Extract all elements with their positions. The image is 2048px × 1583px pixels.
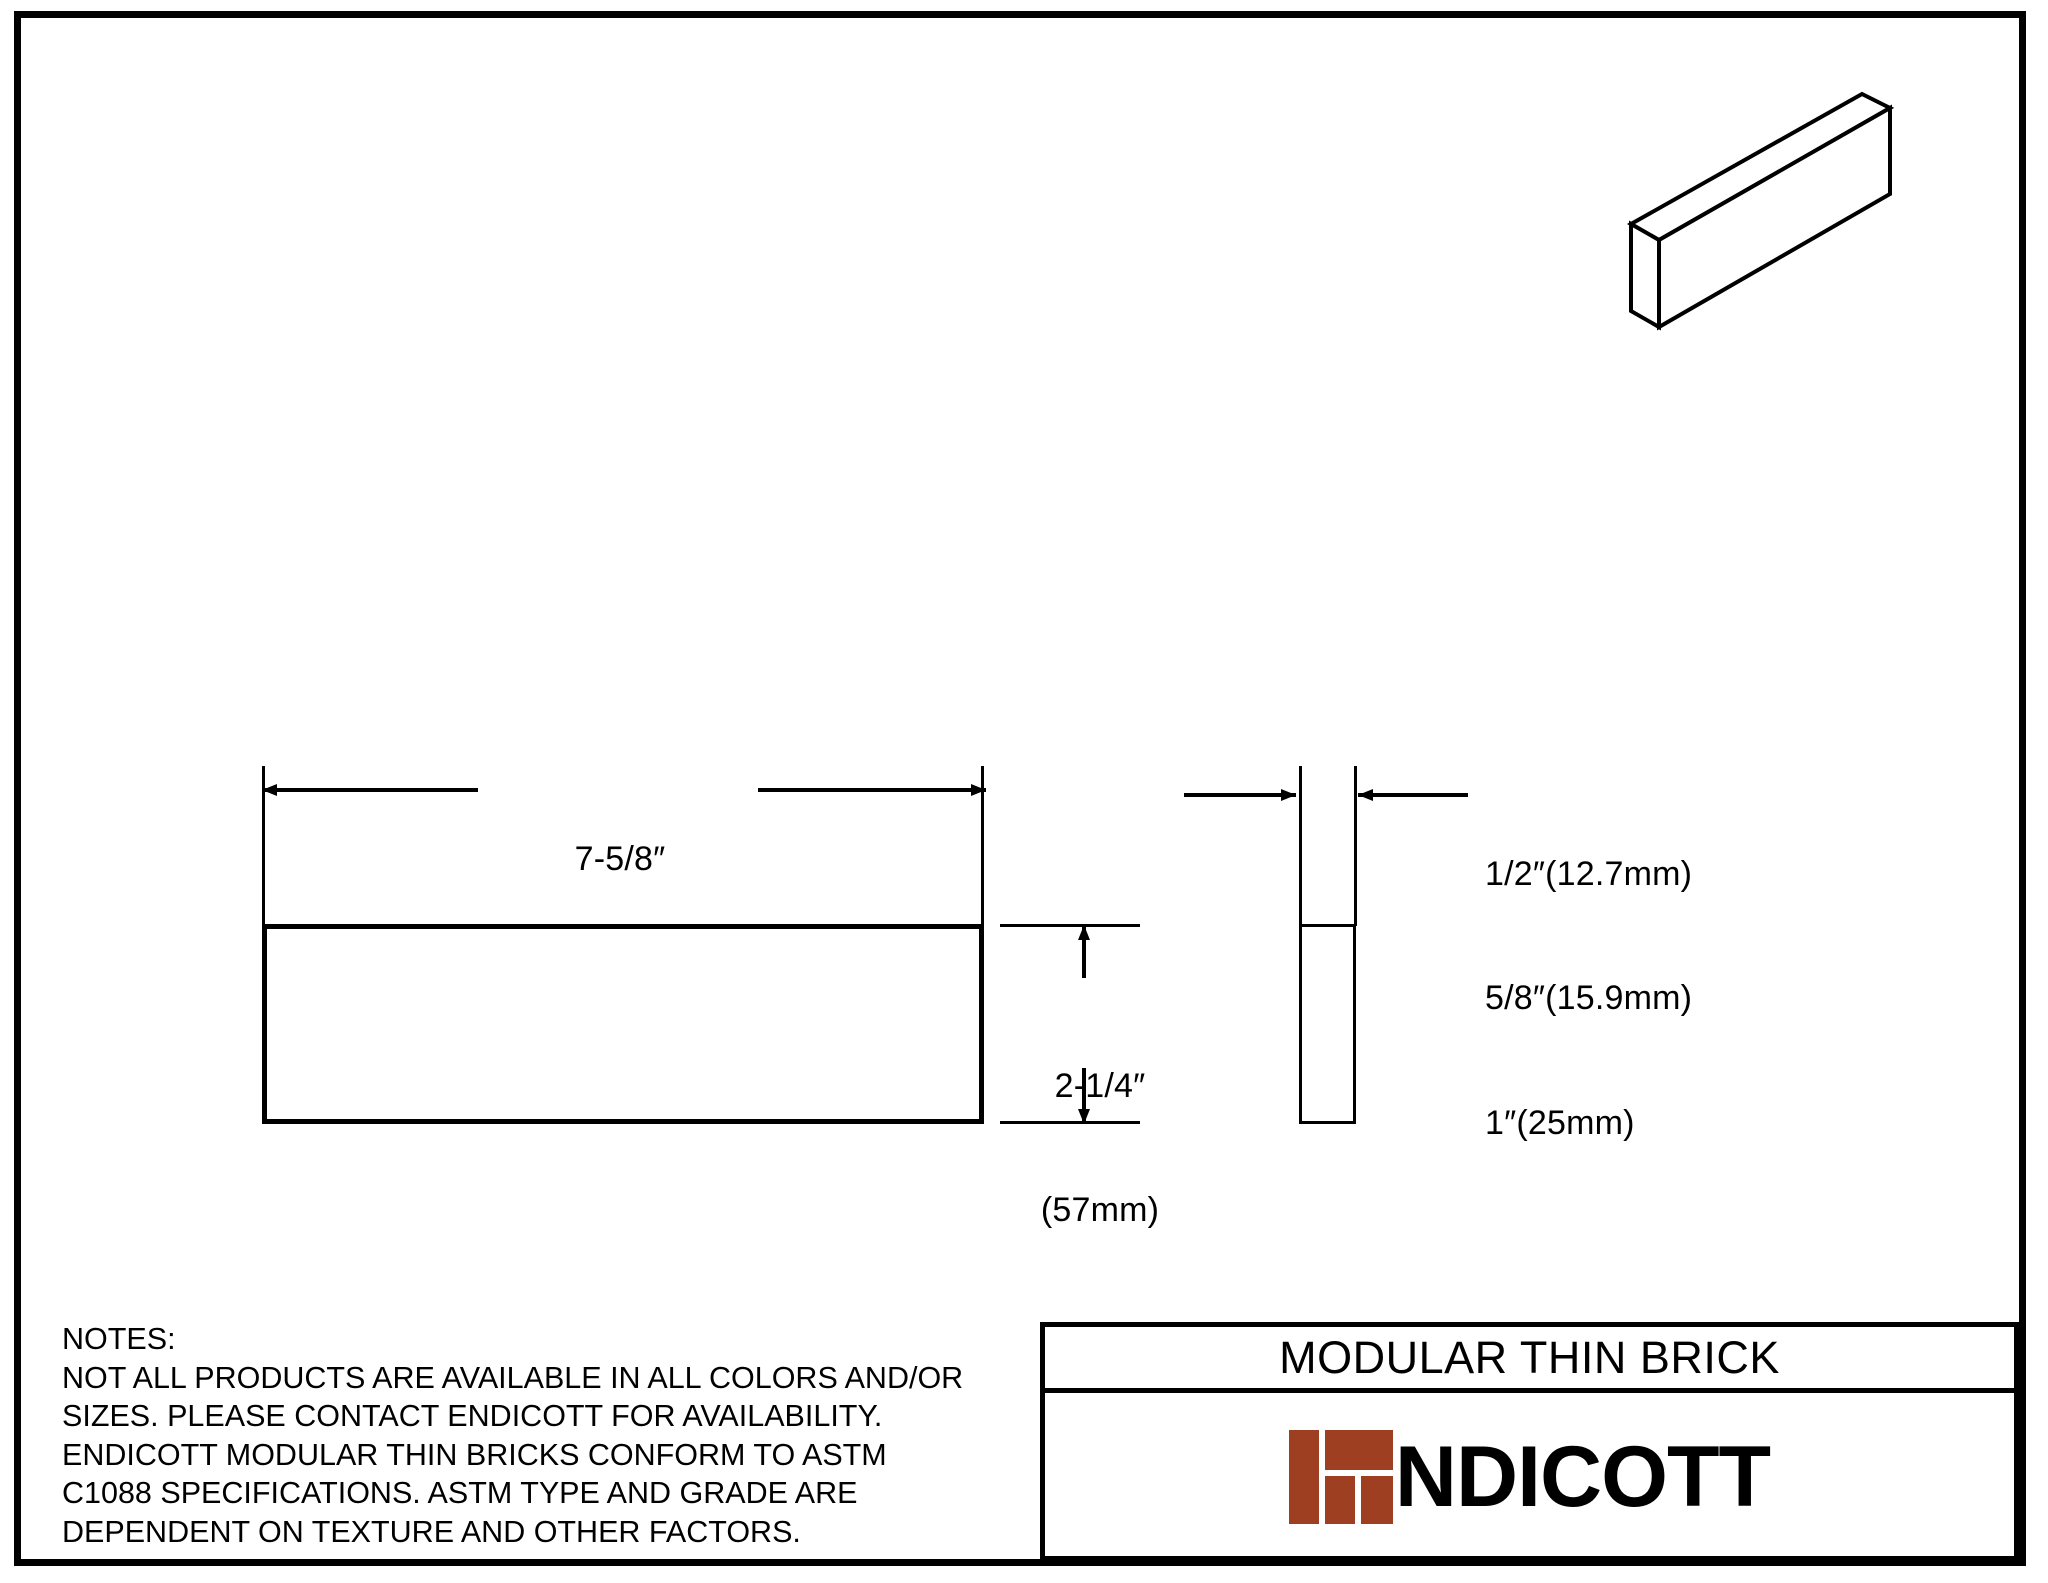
title-block-logo-row: [1045, 1393, 2014, 1561]
isometric-brick-illustration: [1600, 90, 1960, 360]
brick-face-view: [262, 924, 984, 1124]
title-block: [1040, 1322, 2019, 1561]
thickness-option-one-inch: 1″(25mm): [1485, 1103, 1635, 1142]
height-dimension-mm: (57mm): [1040, 1191, 1160, 1230]
length-extension-line-left: [262, 766, 265, 926]
notes-line: SIZES. PLEASE CONTACT ENDICOTT FOR AVAILABILITY.: [62, 1399, 883, 1434]
height-dimension-label: [1000, 983, 1200, 1315]
height-dimension-inches: 2-1/4″: [1054, 1066, 1146, 1105]
brick-end-view: [1299, 924, 1356, 1124]
drawing-title: MODULAR THIN BRICK: [1279, 1331, 1780, 1383]
length-dimension-inches: 7-5/8″: [574, 839, 666, 878]
length-extension-line-right: [981, 766, 984, 926]
thickness-dimension-labels: [1485, 771, 1815, 1227]
notes-line: ENDICOTT MODULAR THIN BRICKS CONFORM TO ASTM: [62, 1437, 887, 1472]
brick-end-face: [1631, 224, 1659, 327]
brick-logo-icon: [1289, 1430, 1393, 1524]
notes-heading: NOTES:: [62, 1322, 176, 1356]
notes-line: DEPENDENT ON TEXTURE AND OTHER FACTORS.: [62, 1514, 801, 1549]
notes-block: [62, 1320, 1022, 1551]
title-block-title-row: [1045, 1327, 2014, 1393]
endicott-wordmark: NDICOTT: [1394, 1429, 1771, 1525]
thickness-option-five-eighths-inch: 5/8″(15.9mm): [1485, 979, 1693, 1018]
thickness-dimension-line: [1180, 770, 1480, 820]
isometric-brick-svg: [1600, 90, 1960, 360]
notes-line: NOT ALL PRODUCTS ARE AVAILABLE IN ALL COLORS AND/OR: [62, 1360, 964, 1395]
endicott-logo: [1289, 1430, 1770, 1524]
notes-line: C1088 SPECIFICATIONS. ASTM TYPE AND GRADE ARE: [62, 1476, 858, 1511]
thickness-option-half-inch: 1/2″(12.7mm): [1485, 854, 1693, 893]
